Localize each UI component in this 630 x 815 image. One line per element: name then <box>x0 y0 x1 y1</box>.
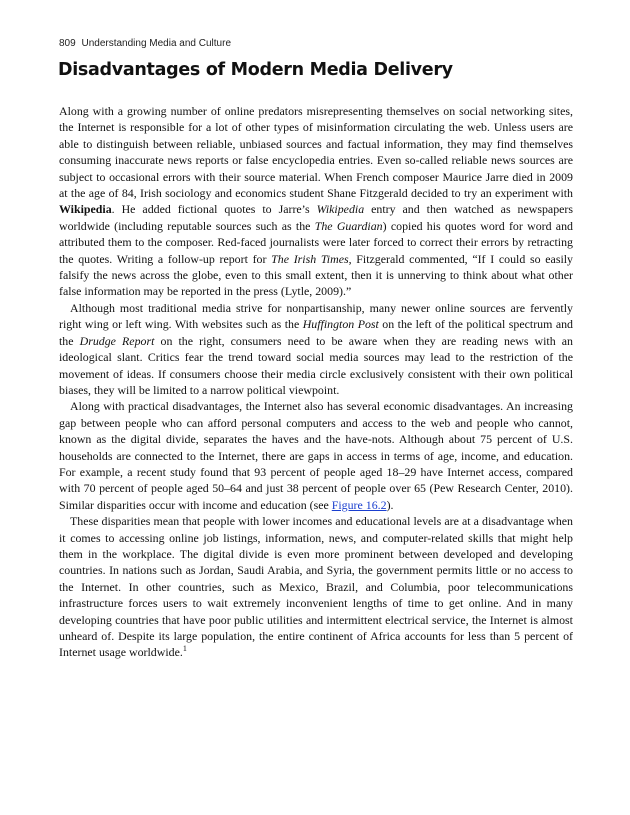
footnote-marker[interactable]: 1 <box>182 644 187 654</box>
text-run: Along with a growing number of online predators misrepresenting themselves on social networking sites, the Internet is responsible for a lot of other types of misinformation circulating the web. Unless users are able to distinguish between reliable, unbiased sources and factual information, they may find themselves consuming inaccurate news reports or false encyclopedia entries. Even so-called reliable news sources are subject to occasional errors with their source material. When French composer Maurice Jarre died in 2009 at the age of 84, Irish sociology and economics student Shane Fitzgerald decided to try an experiment with <box>59 104 573 201</box>
text-run: , Fitzgerald commented, “If I could so easily falsify the news across the globe, even to this small extent, then it is unnerving to think about what other false information may be reported in the press (Lytle, 2009).” <box>59 251 573 299</box>
paragraph-3 <box>59 398 573 513</box>
book-title: Understanding Media and Culture <box>81 38 232 49</box>
irish-times-title: The Irish Times <box>271 251 349 266</box>
text-run: . He added fictional quotes to Jarre’s <box>111 202 317 217</box>
text-run: These disparities mean that people with lower incomes and educational levels are at a disadvantage when it comes to accessing online job listings, information, news, and computer-related skills that might help them in the workplace. The digital divide is even more prominent between developed and developing countries. In nations such as Jordan, Saudi Arabia, and Syria, the government permits little or no access to the Internet. In other countries, such as Mexico, Brazil, and Columbia, poor telecommunications infrastructure forces users to wait extremely inconvenient lengths of time to get online. And in many developing countries that have poor public utilities and intermittent electrical service, the Internet is almost unheard of. Despite its large population, the entire continent of Africa accounts for less than 5 percent of Internet usage worldwide. <box>59 514 573 660</box>
text-run: on the right, consumers need to be aware when they are reading news with an ideological slant. Critics fear the trend toward social media sources may lead to the restriction of the movement of ideas. If consumers choose their media circle exclusively consistent with their own political biases, they will be limited to a narrow political viewpoint. <box>59 333 573 397</box>
text-run: on the left of the political spectrum and the <box>59 317 574 348</box>
section-title: Disadvantages of Modern Media Delivery <box>58 60 453 80</box>
text-run: ) copied his quotes word for word and attributed them to the composer. Red-faced journalists were later forced to correct their errors by retracting the quotes. Writing a follow-up report for <box>59 218 573 266</box>
wikipedia-title: Wikipedia <box>316 202 365 217</box>
guardian-title: The Guardian <box>314 218 383 233</box>
huffington-post-title: Huffington Post <box>302 317 379 332</box>
text-run: ). <box>386 497 394 512</box>
paragraph-2 <box>59 300 573 398</box>
text-run: entry and then watched as newspapers worldwide (including reputable sources such as the <box>59 202 574 233</box>
text-run: Although most traditional media strive for nonpartisanship, many newer online sources are fervently right wing or left wing. With websites such as the <box>59 300 573 332</box>
page-number: 809 <box>59 38 76 49</box>
drudge-report-title: Drudge Report <box>79 333 155 348</box>
paragraph-1 <box>59 103 573 300</box>
text-run: Along with practical disadvantages, the Internet also has several economic disadvantages. An increasing gap between people who can afford personal computers and access to the web and people who cannot, known as the digital divide, separates the haves and the have-nots. Although about 75 percent of U.S. households are connected to the Internet, there are gaps in access in terms of age, income, and education. For example, a recent study found that 93 percent of people aged 18–29 have Internet access, compared with 70 percent of people aged 50–64 and just 38 percent of people over 65 (Pew Research Center, 2010). Similar disparities occur with income and education (see <box>59 399 573 512</box>
paragraph-4 <box>59 513 573 661</box>
figure-16-2-link[interactable]: Figure 16.2 <box>331 497 387 512</box>
running-header <box>59 38 231 49</box>
body-text <box>59 103 573 661</box>
wikipedia-term: Wikipedia <box>59 202 112 217</box>
